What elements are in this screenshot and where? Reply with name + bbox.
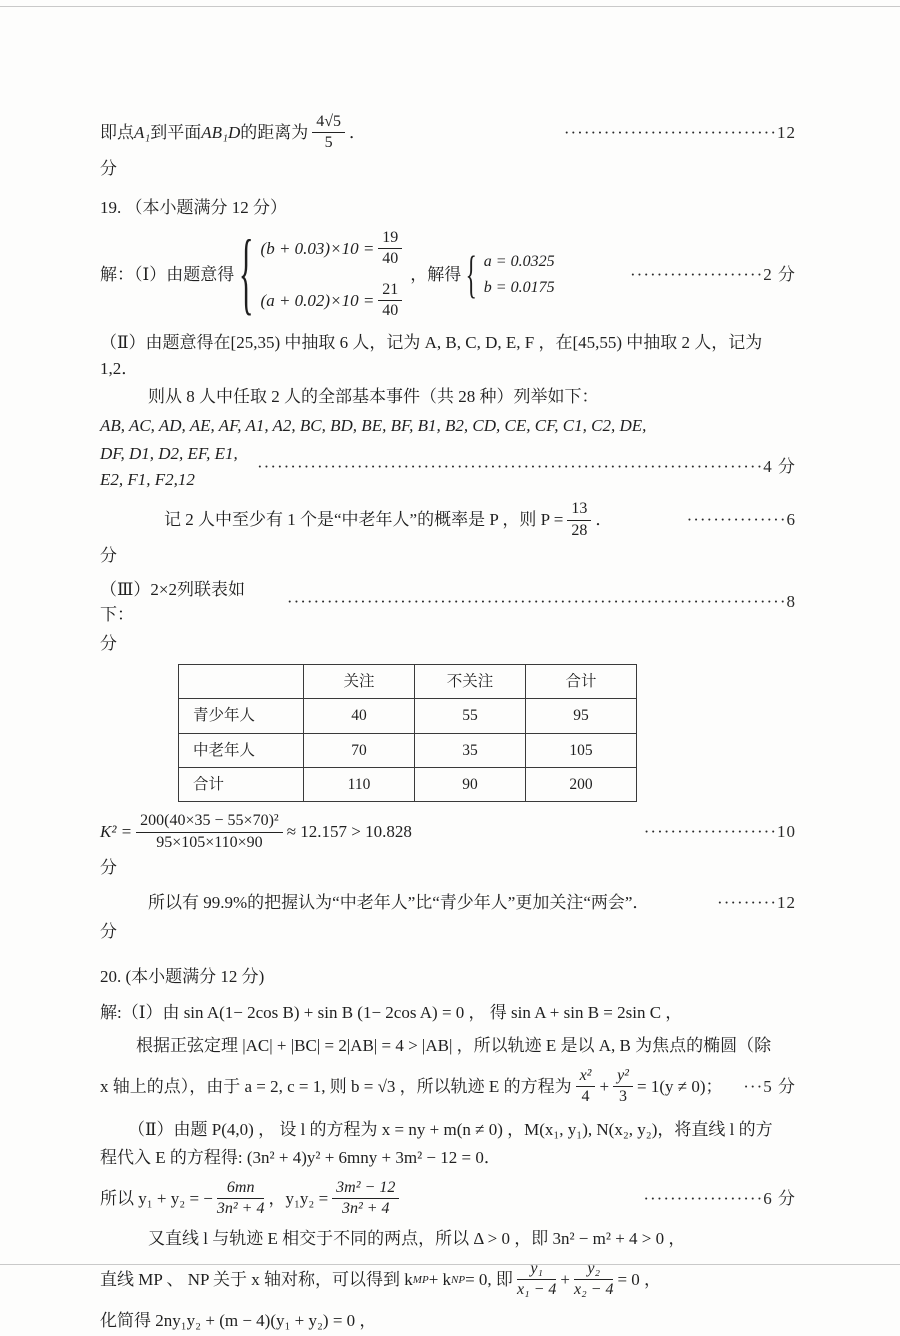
fraction-numerator: 19 [378, 229, 402, 249]
q20-heading: 20. (本小题满分 12 分) [100, 967, 265, 987]
score-unit-line: 分 [100, 857, 117, 877]
text-run: 所以有 99.9%的把握认为“中老年人”比“青少年人”更加关注“两会”． [148, 893, 650, 913]
text-run: 的距离为 [240, 123, 309, 143]
text-run: ≈ 12.157 > 10.828 [286, 822, 412, 842]
fraction-numerator: 21 [378, 281, 402, 301]
q18-final-answer-line [100, 113, 796, 153]
symmetry-line [100, 1260, 796, 1300]
document-page [100, 110, 796, 1336]
text-run: 直线 MP 、 NP 关于 x 轴对称，可以得到 k [100, 1270, 413, 1290]
cell-value: 105 [526, 733, 637, 767]
subscript-np: NP [451, 1273, 466, 1286]
conclusion-line [100, 890, 796, 916]
table-row-total [179, 767, 637, 801]
equation-1: (b + 0.03)×10 = [260, 238, 375, 258]
q20-part2-line1: （Ⅱ）由题 P(4,0) ， 设 l 的方程为 x = ny + m(n ≠ 0) ，M(x₁, y₁), N(x₂, y₂)，将直线 l 的方 [128, 1119, 773, 1139]
text-run: ，解得 [410, 264, 462, 284]
q20-part1-line2: 根据正弦定理 |AC| + |BC| = 2|AB| = 4 > |AB| ，所以轨迹 E 是以 A, B 为焦点的椭圆（除 [136, 1036, 772, 1056]
x-squared-fraction [576, 1067, 596, 1107]
fraction-numerator: 4√5 [312, 113, 345, 133]
solution-b: b = 0.0175 [483, 278, 555, 296]
row-label: 合计 [179, 767, 304, 801]
fraction-denominator: 4 [581, 1088, 590, 1106]
enumeration-line1: AB, AC, AD, AE, AF, A1, A2, BC, BD, BE, BF, B1, B2, CD, CE, CF, C1, C2, DE, [100, 415, 647, 435]
text-run: 所以 y₁ + y₂ = − [100, 1188, 213, 1208]
score-dots: ····················10 [643, 822, 796, 842]
simplified-equation-line: 化简得 2ny₁y₂ + (m − 4)(y₁ + y₂) = 0 ， [100, 1310, 377, 1330]
subscript-mp: MP [412, 1273, 429, 1286]
row-label: 青少年人 [179, 699, 304, 733]
math-token: A₁ [134, 123, 151, 143]
discriminant-line: 又直线 l 与轨迹 E 相交于不同的两点，所以 Δ > 0 ，即 3n² − m² + 4 > 0 ， [148, 1229, 686, 1249]
cell-value: 35 [415, 733, 526, 767]
score-dots: ············································································4 分 [257, 457, 796, 477]
text-run: ，y₁y₂ = [268, 1188, 329, 1208]
fraction-numerator: y₂ [574, 1260, 613, 1280]
text-run: 即点 [100, 123, 134, 143]
fraction-denominator: 40 [382, 301, 399, 319]
text-run: = 1(y ≠ 0)； [636, 1077, 723, 1097]
fraction-numerator: y² [613, 1067, 633, 1087]
product-fraction [332, 1179, 399, 1219]
fraction-denominator: 5 [324, 134, 333, 152]
left-brace: { [239, 224, 254, 325]
fraction-denominator: 95×105×110×90 [156, 833, 263, 851]
q19-part3-line [100, 577, 796, 628]
y-squared-fraction [613, 1067, 633, 1107]
score-dots: ································12 [563, 123, 796, 143]
q19-heading: 19. （本小题满分 12 分） [100, 198, 287, 218]
cell-value: 200 [526, 767, 637, 801]
fraction-21-40 [378, 281, 402, 321]
q19-part2-line2: 则从 8 人中任取 2 人的全部基本事件（共 28 种）列举如下： [148, 387, 599, 407]
equation-system [238, 224, 406, 325]
row-label: 中老年人 [179, 733, 304, 767]
contingency-table [178, 664, 637, 802]
slope-fraction-1 [517, 1260, 556, 1300]
k-squared: K² = [100, 822, 133, 842]
fraction-denominator: 3n² + 4 [341, 1200, 390, 1218]
score-unit-line: 分 [100, 546, 117, 566]
score-dots: ···5 分 [743, 1077, 796, 1097]
text-run: 到平面 [150, 123, 202, 143]
score-unit-line: 分 [100, 633, 117, 653]
fraction-denominator: x₁ − 4 [516, 1281, 557, 1299]
text-run: + k [428, 1270, 452, 1290]
fraction-numerator: y₁ [517, 1260, 556, 1280]
fraction-numerator: 3m² − 12 [332, 1179, 399, 1199]
table-row-elder [179, 733, 637, 767]
distance-fraction [312, 113, 345, 153]
text-run: DF, D1, D2, EF, E1, E2, F1, F2,12 [100, 444, 238, 489]
cell-value: 110 [304, 767, 415, 801]
table-row-young [179, 699, 637, 733]
text-run: = 0 ， [617, 1270, 662, 1290]
cell-value: 95 [526, 699, 637, 733]
cell-value: 40 [304, 699, 415, 733]
fraction-denominator: x₂ − 4 [574, 1281, 614, 1299]
fraction-denominator: 3 [619, 1088, 628, 1106]
sum-fraction [217, 1179, 265, 1219]
text-run: （Ⅲ）2×2列联表如下： [100, 579, 245, 625]
probability-fraction [567, 500, 591, 540]
text-run: ． [349, 123, 367, 143]
fraction-denominator: 28 [571, 521, 588, 539]
fraction-19-40 [378, 229, 402, 269]
q20-part1-line1: 解:（Ⅰ）由 sin A(1− 2cos B) + sin B (1− 2cos A) = 0 ， 得 sin A + sin B = 2sin C ， [100, 1002, 683, 1022]
probability-line [100, 500, 796, 540]
table-header-row [179, 665, 637, 699]
solution-system [465, 245, 555, 304]
score-dots: ···········································································8 [286, 592, 796, 612]
fraction-denominator: 40 [382, 250, 399, 268]
header-cell-total: 合计 [526, 665, 637, 699]
score-unit-line: 分 [100, 921, 117, 941]
scan-artifact-top-line [0, 6, 900, 7]
score-dots: ···············6 [686, 510, 796, 530]
vieta-line [100, 1179, 796, 1219]
cell-value: 90 [415, 767, 526, 801]
plus-sign: + [560, 1270, 570, 1290]
plus-sign: + [599, 1077, 610, 1097]
text-run: 记 2 人中至少有 1 个是“中老年人”的概率是 P ，则 P = [164, 510, 564, 530]
fraction-denominator: 3n² + 4 [216, 1200, 265, 1218]
fraction-numerator: 6mn [217, 1179, 265, 1199]
text-run: 解：（Ⅰ）由题意得 [100, 264, 235, 284]
header-cell-empty [179, 665, 304, 699]
text-run: x 轴上的点），由于 a = 2, c = 1, 则 b = √3 ，所以轨迹 E 的方程为 [100, 1077, 572, 1097]
ellipse-equation-line [100, 1067, 796, 1107]
header-cell-not-follow: 不关注 [415, 665, 526, 699]
q19-part1-solution-line [100, 224, 796, 325]
cell-value: 55 [415, 699, 526, 733]
slope-fraction-2 [574, 1260, 613, 1300]
fraction-numerator: 200(40×35 − 55×70)² [136, 812, 283, 832]
left-brace: { [465, 245, 478, 304]
solution-a: a = 0.0325 [483, 252, 555, 270]
score-dots: ·········12 [717, 893, 796, 913]
fraction-numerator: 13 [567, 500, 591, 520]
q19-part2-line1: （Ⅱ）由题意得在[25,35) 中抽取 6 人，记为 A, B, C, D, E, F ，在[45,55) 中抽取 2 人，记为1,2． [100, 333, 763, 378]
q20-part2-line2: 程代入 E 的方程得: (3n² + 4)y² + 6mny + 3m² − 12 = 0． [100, 1148, 501, 1168]
cell-value: 70 [304, 733, 415, 767]
text-run: ． [595, 510, 613, 530]
math-token: AB₁D [201, 123, 241, 143]
fraction-numerator: x² [576, 1067, 596, 1087]
score-dots: ····················2 分 [630, 264, 796, 284]
chi-square-line [100, 812, 796, 852]
chi-square-fraction [136, 812, 283, 852]
text-run: = 0, 即 [465, 1270, 513, 1290]
equation-2: (a + 0.02)×10 = [260, 290, 375, 310]
enumeration-line2 [100, 441, 796, 492]
score-dots: ··················6 分 [643, 1188, 796, 1208]
header-cell-follow: 关注 [304, 665, 415, 699]
score-unit-line: 分 [100, 158, 117, 178]
